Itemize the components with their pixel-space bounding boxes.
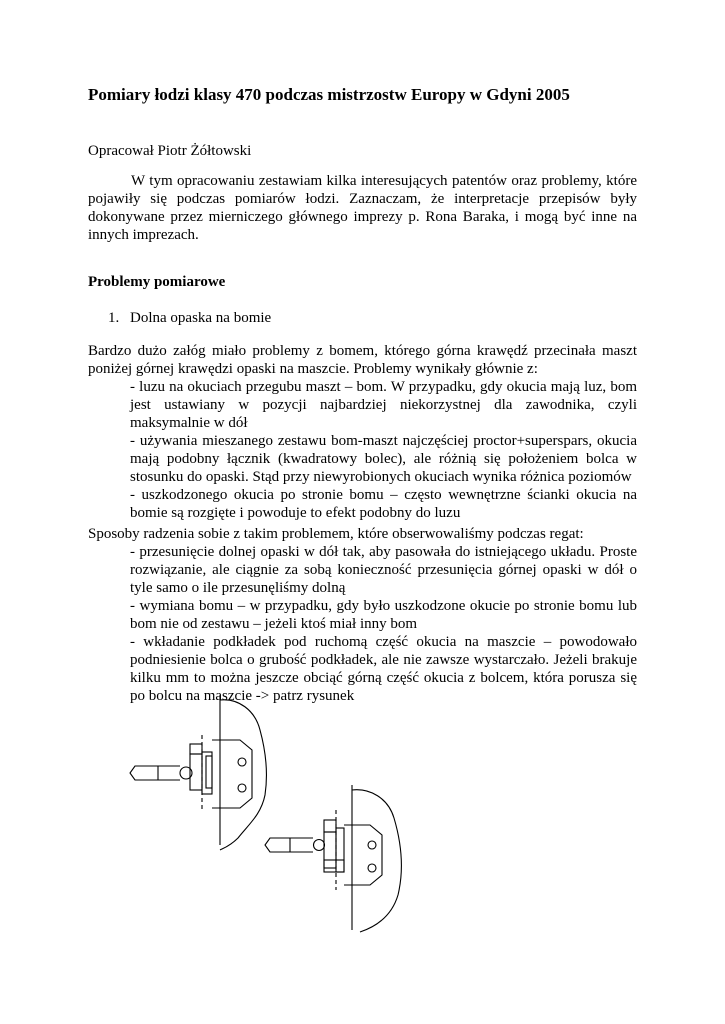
solution-bullet: - wkładanie podkładek pod ruchomą część okucia na maszcie – powodowało podniesienie bolca o grubość podkładek, ale nie zawsze wystarczało. Jeżeli brakuje kilku mm to można jeszcze obciąć górną część okucia z bolcem, która porusza się po bolcu na maszcie -> patrz rysunek — [130, 634, 637, 704]
problem-bullet-list — [130, 378, 637, 522]
problem-bullet: - używania mieszanego zestawu bom-maszt najczęściej proctor+superspars, okucia mają podobny łącznik (kwadratowy bolec), ale różnią się położeniem bolca w stosunku do opaski. Stąd przy niewyrobionych okuciach wynika różnica poziomów — [130, 433, 637, 485]
problem-paragraph: Bardzo dużo załóg miało problemy z bomem, którego górna krawędź przecinała maszt poniżej górnej krawędzi opaski na maszcie. Problemy wynikały głównie z: — [88, 343, 637, 377]
intro-paragraph: W tym opracowaniu zestawiam kilka interesujących patentów oraz problemy, które pojawiły się podczas pomiarów łodzi. Zaznaczam, że interpretacje przepisów były dokonywane przez mierniczego głównego imprezy p. Rona Baraka, i mogą być inne na innych imprezach. — [88, 173, 637, 243]
solution-bullet: - wymiana bomu – w przypadku, gdy było uszkodzone okucie po stronie bomu lub bom nie od zestawu – jeżeli ktoś miał inny bom — [130, 598, 637, 632]
numbered-item-number: 1. — [108, 310, 120, 326]
problem-bullet: - uszkodzonego okucia po stronie bomu – często wewnętrzne ścianki okucia na bomie są rozgięte i powoduje to efekt podobny do luzu — [130, 487, 637, 521]
solution-bullet: - przesunięcie dolnej opaski w dół tak, aby pasowała do istniejącego układu. Proste rozwiązanie, ale ciągnie za sobą konieczność przesunięcia górnej opaski w dół o tyle samo o ile przesunęliśmy dolną — [130, 544, 637, 596]
section-heading: Problemy pomiarowe — [88, 274, 226, 290]
solution-bullet-list — [130, 543, 637, 705]
numbered-item-text: Dolna opaska na bomie — [130, 310, 272, 326]
fitting-drawing-before — [130, 695, 266, 850]
numbered-item — [108, 309, 271, 327]
fitting-drawing — [120, 690, 440, 940]
document-title: Pomiary łodzi klasy 470 podczas mistrzostw Europy w Gdyni 2005 — [88, 85, 570, 104]
author-line: Opracował Piotr Żółtowski — [88, 143, 252, 159]
problem-bullet: - luzu na okuciach przegubu maszt – bom. W przypadku, gdy okucia mają luz, bom jest ustawiany w pozycji najbardziej niekorzystnej dla zawodnika, czyli maksymalnie w dół — [130, 379, 637, 431]
solutions-paragraph: Sposoby radzenia sobie z takim problemem, które obserwowaliśmy podczas regat: — [88, 526, 584, 542]
fitting-drawing-after — [265, 785, 401, 932]
